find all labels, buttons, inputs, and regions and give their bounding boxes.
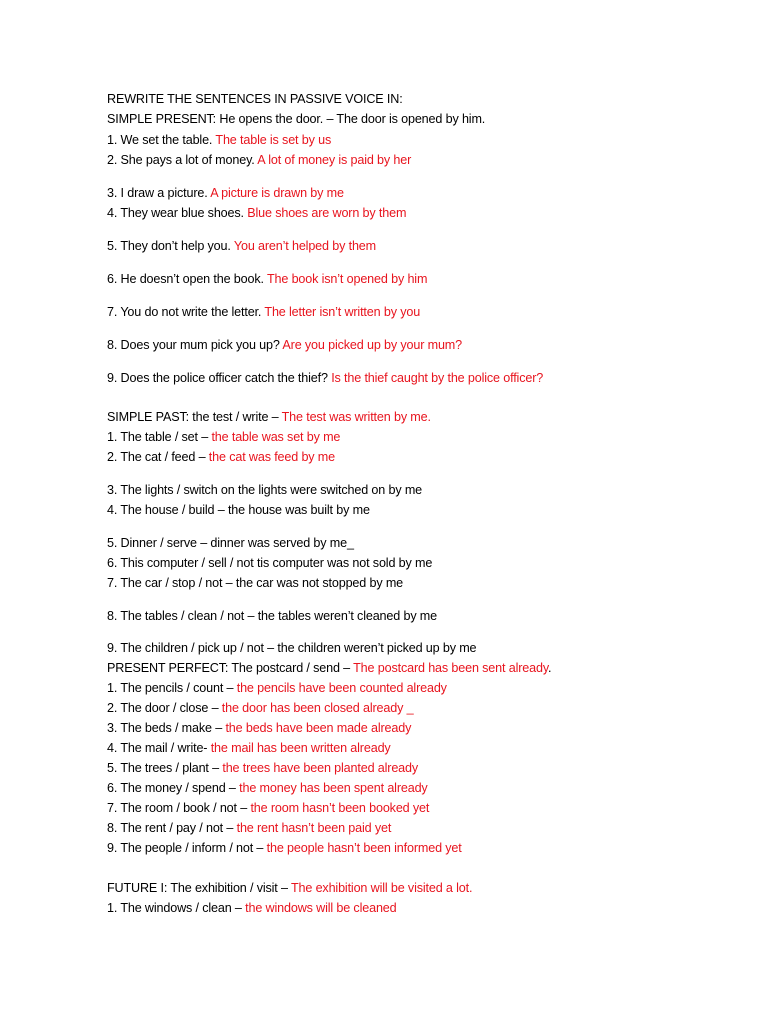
answer-text: the windows will be cleaned [245,901,397,915]
question-text: 3. The lights / switch on the lights were switched on by me [107,483,423,497]
question-text: 9. Does the police officer catch the thief? [107,371,332,385]
worksheet-header [107,91,403,107]
present-perfect-item-5 [107,760,418,776]
heading-text: FUTURE I: The exhibition / visit – [107,881,291,895]
simple-past-item-5 [107,535,354,551]
question-text: 4. The house / build – the house was built by me [107,503,370,517]
question-text: 8. The rent / pay / not – [107,821,237,835]
question-text: 4. The mail / write- [107,741,211,755]
simple-present-item-2 [107,152,411,168]
answer-text: A lot of money is paid by her [257,153,412,167]
simple-past-item-6 [107,555,432,571]
answer-text: the trees have been planted already [222,761,419,775]
simple-present-item-9 [107,370,543,386]
simple-present-item-1 [107,132,331,148]
answer-text: The letter isn’t written by you [264,305,421,319]
answer-text: the people hasn’t been informed yet [266,841,462,855]
answer-text: the room hasn’t been booked yet [250,801,430,815]
heading-answer: The postcard has been sent already [353,661,549,675]
question-text: 7. The room / book / not – [107,801,251,815]
answer-text: The table is set by us [215,133,332,147]
future-i-heading [107,880,472,896]
present-perfect-item-3 [107,720,411,736]
question-text: 1. We set the table. [107,133,216,147]
question-text: 9. The people / inform / not – [107,841,267,855]
simple-past-item-8 [107,608,437,624]
heading-text: SIMPLE PRESENT: He opens the door. – The door is opened by him. [107,112,486,126]
answer-text: the table was set by me [211,430,341,444]
simple-present-heading [107,111,485,127]
question-text: 2. The door / close – [107,701,222,715]
present-perfect-item-8 [107,820,391,836]
simple-past-item-1 [107,429,340,445]
simple-present-item-7 [107,304,420,320]
present-perfect-item-9 [107,840,462,856]
question-text: 6. This computer / sell / not tis computer was not sold by me [107,556,433,570]
question-text: 3. I draw a picture. [107,186,211,200]
question-text: 8. Does your mum pick you up? [107,338,283,352]
question-text: 5. Dinner / serve – dinner was served by me_ [107,536,354,550]
simple-present-item-6 [107,271,427,287]
question-text: 5. They don’t help you. [107,239,234,253]
question-text: 7. You do not write the letter. [107,305,265,319]
present-perfect-heading [107,660,551,676]
question-text: 2. The cat / feed – [107,450,209,464]
heading-text: SIMPLE PAST: the test / write – [107,410,282,424]
question-text: 4. They wear blue shoes. [107,206,248,220]
question-text: 1. The windows / clean – [107,901,246,915]
answer-text: the cat was feed by me [208,450,336,464]
heading-suffix: . [548,661,552,675]
simple-past-item-9 [107,640,476,656]
question-text: 9. The children / pick up / not – the children weren’t picked up by me [107,641,477,655]
future-i-item-1 [107,900,397,916]
answer-text: the rent hasn’t been paid yet [236,821,392,835]
present-perfect-item-1 [107,680,447,696]
worksheet-page [107,0,747,1024]
heading-answer: The exhibition will be visited a lot. [290,881,473,895]
present-perfect-item-6 [107,780,428,796]
simple-past-item-2 [107,449,335,465]
simple-present-item-4 [107,205,406,221]
answer-text: Is the thief caught by the police officer? [331,371,544,385]
question-text: 2. She pays a lot of money. [107,153,258,167]
answer-text: the door has been closed already _ [221,701,414,715]
answer-text: The book isn’t opened by him [266,272,428,286]
simple-past-heading [107,409,431,425]
header-text: REWRITE THE SENTENCES IN PASSIVE VOICE IN: [107,92,403,106]
simple-present-item-3 [107,185,344,201]
simple-past-item-7 [107,575,403,591]
simple-past-item-4 [107,502,370,518]
answer-text: the money has been spent already [239,781,428,795]
present-perfect-item-4 [107,740,391,756]
question-text: 5. The trees / plant – [107,761,223,775]
question-text: 6. He doesn’t open the book. [107,272,267,286]
simple-past-item-3 [107,482,422,498]
simple-present-item-5 [107,238,376,254]
answer-text: the mail has been written already [210,741,391,755]
question-text: 1. The table / set – [107,430,212,444]
question-text: 6. The money / spend – [107,781,240,795]
heading-text: PRESENT PERFECT: The postcard / send – [107,661,354,675]
answer-text: A picture is drawn by me [210,186,344,200]
answer-text: Blue shoes are worn by them [247,206,407,220]
question-text: 1. The pencils / count – [107,681,237,695]
answer-text: the pencils have been counted already [236,681,447,695]
question-text: 7. The car / stop / not – the car was not stopped by me [107,576,404,590]
answer-text: You aren’t helped by them [233,239,376,253]
simple-present-item-8 [107,337,462,353]
question-text: 3. The beds / make – [107,721,226,735]
answer-text: Are you picked up by your mum? [282,338,463,352]
answer-text: the beds have been made already [225,721,412,735]
heading-answer: The test was written by me. [281,410,431,424]
present-perfect-item-7 [107,800,429,816]
present-perfect-item-2 [107,700,413,716]
question-text: 8. The tables / clean / not – the tables weren’t cleaned by me [107,609,438,623]
